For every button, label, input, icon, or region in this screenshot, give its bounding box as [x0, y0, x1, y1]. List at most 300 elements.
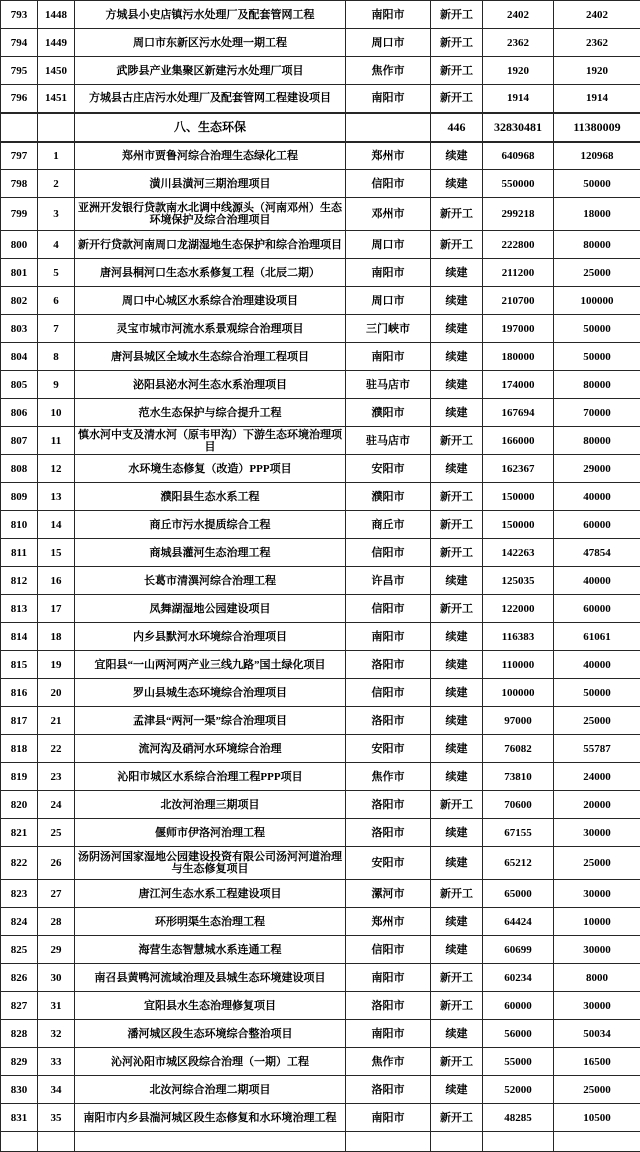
total-investment-cell: 56000	[483, 1020, 554, 1048]
city-cell: 邓州市	[346, 198, 431, 231]
status-cell: 续建	[431, 623, 483, 651]
table-row	[1, 847, 640, 880]
city-cell: 南阳市	[346, 1, 431, 29]
row-number-cell	[1, 113, 38, 142]
seq-number-cell: 10	[38, 399, 75, 427]
seq-number-cell: 13	[38, 483, 75, 511]
table-row	[1, 343, 640, 371]
status-cell: 续建	[431, 315, 483, 343]
row-number-cell: 829	[1, 1048, 38, 1076]
city-cell: 南阳市	[346, 964, 431, 992]
status-cell: 新开工	[431, 85, 483, 113]
status-cell: 续建	[431, 1076, 483, 1104]
annual-investment-cell: 20000	[554, 791, 640, 819]
total-investment-cell: 97000	[483, 707, 554, 735]
annual-investment-cell: 29000	[554, 455, 640, 483]
total-investment-cell: 60699	[483, 936, 554, 964]
status-cell: 续建	[431, 371, 483, 399]
city-cell: 信阳市	[346, 679, 431, 707]
total-investment-cell: 60000	[483, 992, 554, 1020]
project-name-cell: 海营生态智慧城水系连通工程	[75, 936, 346, 964]
row-number-cell: 808	[1, 455, 38, 483]
status-cell: 新开工	[431, 539, 483, 567]
row-number-cell: 818	[1, 735, 38, 763]
total-investment-cell: 167694	[483, 399, 554, 427]
row-number-cell: 813	[1, 595, 38, 623]
city-cell: 南阳市	[346, 1020, 431, 1048]
row-number-cell: 800	[1, 231, 38, 259]
row-number-cell: 824	[1, 908, 38, 936]
row-number-cell: 814	[1, 623, 38, 651]
city-cell: 信阳市	[346, 170, 431, 198]
row-number-cell: 801	[1, 259, 38, 287]
seq-number-cell	[38, 113, 75, 142]
total-investment-cell: 64424	[483, 908, 554, 936]
table-row	[1, 1048, 640, 1076]
seq-number-cell: 23	[38, 763, 75, 791]
project-name-cell: 商城县灌河生态治理工程	[75, 539, 346, 567]
annual-investment-cell: 25000	[554, 707, 640, 735]
city-cell: 漯河市	[346, 880, 431, 908]
status-cell: 新开工	[431, 483, 483, 511]
row-number-cell: 798	[1, 170, 38, 198]
table-row	[1, 880, 640, 908]
seq-number-cell: 1449	[38, 29, 75, 57]
status-cell: 续建	[431, 707, 483, 735]
status-cell: 新开工	[431, 511, 483, 539]
row-number-cell	[1, 1132, 38, 1152]
row-number-cell: 821	[1, 819, 38, 847]
table-row	[1, 819, 640, 847]
row-number-cell: 810	[1, 511, 38, 539]
city-cell: 安阳市	[346, 455, 431, 483]
annual-investment-cell: 18000	[554, 198, 640, 231]
status-cell	[431, 1132, 483, 1152]
total-investment-cell: 70600	[483, 791, 554, 819]
seq-number-cell: 9	[38, 371, 75, 399]
total-investment-cell: 162367	[483, 455, 554, 483]
project-name-cell: 北汝河治理三期项目	[75, 791, 346, 819]
project-name-cell: 泌阳县泌水河生态水系治理项目	[75, 371, 346, 399]
status-cell: 新开工	[431, 964, 483, 992]
city-cell: 洛阳市	[346, 1076, 431, 1104]
seq-number-cell: 21	[38, 707, 75, 735]
city-cell: 许昌市	[346, 567, 431, 595]
annual-investment-cell: 40000	[554, 483, 640, 511]
seq-number-cell: 14	[38, 511, 75, 539]
annual-investment-cell: 25000	[554, 847, 640, 880]
project-name-cell: 罗山县城生态环境综合治理项目	[75, 679, 346, 707]
project-name-cell: 范水生态保护与综合提升工程	[75, 399, 346, 427]
table-row	[1, 85, 640, 113]
seq-number-cell: 32	[38, 1020, 75, 1048]
total-investment-cell: 211200	[483, 259, 554, 287]
total-investment-cell: 180000	[483, 343, 554, 371]
city-cell: 濮阳市	[346, 399, 431, 427]
annual-investment-cell: 50000	[554, 170, 640, 198]
project-name-cell: 环形明渠生态治理工程	[75, 908, 346, 936]
seq-number-cell: 1450	[38, 57, 75, 85]
status-cell: 续建	[431, 259, 483, 287]
seq-number-cell: 2	[38, 170, 75, 198]
project-name-cell: 唐江河生态水系工程建设项目	[75, 880, 346, 908]
total-investment-cell: 142263	[483, 539, 554, 567]
status-cell: 续建	[431, 936, 483, 964]
status-cell: 续建	[431, 1020, 483, 1048]
project-name-cell: 宜阳县水生态治理修复项目	[75, 992, 346, 1020]
total-investment-cell: 150000	[483, 483, 554, 511]
row-number-cell: 795	[1, 57, 38, 85]
status-cell: 新开工	[431, 231, 483, 259]
project-name-cell: 亚洲开发银行贷款南水北调中线源头（河南邓州）生态环境保护及综合治理项目	[75, 198, 346, 231]
project-name-cell: 凤舞湖湿地公园建设项目	[75, 595, 346, 623]
annual-investment-cell: 100000	[554, 287, 640, 315]
annual-investment-cell: 8000	[554, 964, 640, 992]
city-cell: 信阳市	[346, 539, 431, 567]
annual-investment-cell: 80000	[554, 427, 640, 455]
annual-investment-cell: 55787	[554, 735, 640, 763]
annual-investment-cell: 40000	[554, 567, 640, 595]
status-cell: 新开工	[431, 1104, 483, 1132]
total-investment-cell: 2402	[483, 1, 554, 29]
row-number-cell: 830	[1, 1076, 38, 1104]
annual-investment-cell: 24000	[554, 763, 640, 791]
seq-number-cell	[38, 1132, 75, 1152]
seq-number-cell: 8	[38, 343, 75, 371]
table-row	[1, 908, 640, 936]
status-cell: 新开工	[431, 1048, 483, 1076]
row-number-cell: 828	[1, 1020, 38, 1048]
annual-investment-cell: 25000	[554, 1076, 640, 1104]
table-row	[1, 198, 640, 231]
seq-number-cell: 19	[38, 651, 75, 679]
annual-investment-cell: 50034	[554, 1020, 640, 1048]
annual-investment-cell: 25000	[554, 259, 640, 287]
table-row	[1, 1020, 640, 1048]
annual-investment-cell: 40000	[554, 651, 640, 679]
annual-investment-cell: 1920	[554, 57, 640, 85]
project-name-cell: 水环境生态修复（改造）PPP项目	[75, 455, 346, 483]
total-investment-cell: 640968	[483, 142, 554, 170]
city-cell: 周口市	[346, 231, 431, 259]
annual-investment-cell: 50000	[554, 343, 640, 371]
seq-number-cell: 4	[38, 231, 75, 259]
status-cell: 续建	[431, 819, 483, 847]
project-name-cell: 沁河沁阳市城区段综合治理（一期）工程	[75, 1048, 346, 1076]
table-row	[1, 763, 640, 791]
city-cell: 周口市	[346, 287, 431, 315]
row-number-cell: 815	[1, 651, 38, 679]
project-name-cell: 孟津县“两河一渠”综合治理项目	[75, 707, 346, 735]
seq-number-cell: 34	[38, 1076, 75, 1104]
project-name-cell: 汤阴汤河国家湿地公园建设投资有限公司汤河河道治理与生态修复项目	[75, 847, 346, 880]
city-cell: 南阳市	[346, 1104, 431, 1132]
table-row	[1, 170, 640, 198]
status-cell: 新开工	[431, 29, 483, 57]
total-investment-cell: 222800	[483, 231, 554, 259]
table-row	[1, 707, 640, 735]
annual-investment-cell: 60000	[554, 511, 640, 539]
status-cell: 续建	[431, 763, 483, 791]
city-cell: 郑州市	[346, 908, 431, 936]
seq-number-cell: 30	[38, 964, 75, 992]
row-number-cell: 822	[1, 847, 38, 880]
seq-number-cell: 27	[38, 880, 75, 908]
seq-number-cell: 11	[38, 427, 75, 455]
city-cell: 南阳市	[346, 85, 431, 113]
seq-number-cell: 15	[38, 539, 75, 567]
total-investment-cell: 122000	[483, 595, 554, 623]
table-row	[1, 595, 640, 623]
seq-number-cell: 29	[38, 936, 75, 964]
row-number-cell: 802	[1, 287, 38, 315]
city-cell: 三门峡市	[346, 315, 431, 343]
row-number-cell: 817	[1, 707, 38, 735]
total-investment-cell: 125035	[483, 567, 554, 595]
status-cell: 续建	[431, 847, 483, 880]
table-row	[1, 992, 640, 1020]
row-number-cell: 809	[1, 483, 38, 511]
annual-investment-cell: 16500	[554, 1048, 640, 1076]
status-cell: 新开工	[431, 198, 483, 231]
project-name-cell: 商丘市污水提质综合工程	[75, 511, 346, 539]
seq-number-cell: 18	[38, 623, 75, 651]
city-cell: 洛阳市	[346, 791, 431, 819]
seq-number-cell: 12	[38, 455, 75, 483]
total-investment-cell: 110000	[483, 651, 554, 679]
annual-investment-cell	[554, 1132, 640, 1152]
table-row	[1, 539, 640, 567]
status-cell: 续建	[431, 170, 483, 198]
total-investment-cell: 1914	[483, 85, 554, 113]
project-name-cell: 方城县古庄店污水处理厂及配套管网工程建设项目	[75, 85, 346, 113]
project-name-cell: 唐河县桐河口生态水系修复工程（北辰二期）	[75, 259, 346, 287]
row-number-cell: 793	[1, 1, 38, 29]
row-number-cell: 796	[1, 85, 38, 113]
city-cell	[346, 113, 431, 142]
section-title-cell: 八、生态环保	[75, 113, 346, 142]
total-investment-cell: 174000	[483, 371, 554, 399]
status-cell: 续建	[431, 287, 483, 315]
table-row	[1, 29, 640, 57]
table-row	[1, 287, 640, 315]
city-cell: 商丘市	[346, 511, 431, 539]
city-cell: 焦作市	[346, 57, 431, 85]
total-investment-cell: 65212	[483, 847, 554, 880]
seq-number-cell: 1	[38, 142, 75, 170]
table-row	[1, 791, 640, 819]
annual-investment-cell: 60000	[554, 595, 640, 623]
total-investment-cell: 76082	[483, 735, 554, 763]
projects-table-body	[1, 1, 640, 1152]
city-cell: 南阳市	[346, 259, 431, 287]
city-cell: 驻马店市	[346, 371, 431, 399]
total-investment-cell: 60234	[483, 964, 554, 992]
seq-number-cell: 26	[38, 847, 75, 880]
seq-number-cell: 25	[38, 819, 75, 847]
seq-number-cell: 17	[38, 595, 75, 623]
project-name-cell: 南召县黄鸭河流域治理及县城生态环境建设项目	[75, 964, 346, 992]
project-name-cell: 唐河县城区全域水生态综合治理工程项目	[75, 343, 346, 371]
annual-investment-cell: 11380009	[554, 113, 640, 142]
table-row	[1, 483, 640, 511]
status-cell: 新开工	[431, 57, 483, 85]
status-cell: 续建	[431, 679, 483, 707]
status-cell: 新开工	[431, 880, 483, 908]
total-investment-cell: 32830481	[483, 113, 554, 142]
table-row	[1, 623, 640, 651]
row-number-cell: 805	[1, 371, 38, 399]
table-row	[1, 567, 640, 595]
seq-number-cell: 1451	[38, 85, 75, 113]
city-cell: 信阳市	[346, 936, 431, 964]
project-name-cell: 郑州市贾鲁河综合治理生态绿化工程	[75, 142, 346, 170]
status-cell: 续建	[431, 399, 483, 427]
seq-number-cell: 33	[38, 1048, 75, 1076]
row-number-cell: 794	[1, 29, 38, 57]
project-name-cell: 沁阳市城区水系综合治理工程PPP项目	[75, 763, 346, 791]
seq-number-cell: 35	[38, 1104, 75, 1132]
table-row	[1, 735, 640, 763]
table-row	[1, 936, 640, 964]
row-number-cell: 820	[1, 791, 38, 819]
status-cell: 新开工	[431, 1, 483, 29]
project-name-cell: 南阳市内乡县湍河城区段生态修复和水环境治理工程	[75, 1104, 346, 1132]
city-cell: 安阳市	[346, 735, 431, 763]
seq-number-cell: 22	[38, 735, 75, 763]
table-row	[1, 1076, 640, 1104]
annual-investment-cell: 2362	[554, 29, 640, 57]
row-number-cell: 807	[1, 427, 38, 455]
status-cell: 续建	[431, 735, 483, 763]
city-cell: 安阳市	[346, 847, 431, 880]
total-investment-cell: 55000	[483, 1048, 554, 1076]
row-number-cell: 806	[1, 399, 38, 427]
row-number-cell: 825	[1, 936, 38, 964]
status-cell: 新开工	[431, 992, 483, 1020]
annual-investment-cell: 30000	[554, 880, 640, 908]
annual-investment-cell: 30000	[554, 819, 640, 847]
total-investment-cell: 52000	[483, 1076, 554, 1104]
project-name-cell: 新开行贷款河南周口龙湖湿地生态保护和综合治理项目	[75, 231, 346, 259]
project-name-cell: 北汝河综合治理二期项目	[75, 1076, 346, 1104]
city-cell: 驻马店市	[346, 427, 431, 455]
city-cell	[346, 1132, 431, 1152]
table-row	[1, 964, 640, 992]
row-number-cell: 799	[1, 198, 38, 231]
city-cell: 周口市	[346, 29, 431, 57]
annual-investment-cell: 10000	[554, 908, 640, 936]
annual-investment-cell: 50000	[554, 679, 640, 707]
seq-number-cell: 20	[38, 679, 75, 707]
table-row	[1, 231, 640, 259]
seq-number-cell: 24	[38, 791, 75, 819]
row-number-cell: 812	[1, 567, 38, 595]
annual-investment-cell: 2402	[554, 1, 640, 29]
total-investment-cell: 48285	[483, 1104, 554, 1132]
status-cell: 续建	[431, 651, 483, 679]
row-number-cell: 827	[1, 992, 38, 1020]
total-investment-cell: 550000	[483, 170, 554, 198]
city-cell: 焦作市	[346, 1048, 431, 1076]
row-number-cell: 797	[1, 142, 38, 170]
project-name-cell: 周口市东新区污水处理一期工程	[75, 29, 346, 57]
city-cell: 洛阳市	[346, 819, 431, 847]
table-row	[1, 427, 640, 455]
table-row	[1, 259, 640, 287]
city-cell: 洛阳市	[346, 651, 431, 679]
city-cell: 濮阳市	[346, 483, 431, 511]
city-cell: 洛阳市	[346, 707, 431, 735]
table-row	[1, 679, 640, 707]
annual-investment-cell: 47854	[554, 539, 640, 567]
row-number-cell: 826	[1, 964, 38, 992]
total-investment-cell: 299218	[483, 198, 554, 231]
status-cell: 续建	[431, 567, 483, 595]
table-row	[1, 142, 640, 170]
total-investment-cell: 166000	[483, 427, 554, 455]
project-name-cell: 偃师市伊洛河治理工程	[75, 819, 346, 847]
annual-investment-cell: 1914	[554, 85, 640, 113]
project-name-cell: 灵宝市城市河流水系景观综合治理项目	[75, 315, 346, 343]
total-investment-cell: 67155	[483, 819, 554, 847]
project-name-cell: 潘河城区段生态环境综合整治项目	[75, 1020, 346, 1048]
annual-investment-cell: 61061	[554, 623, 640, 651]
annual-investment-cell: 80000	[554, 371, 640, 399]
table-row	[1, 57, 640, 85]
annual-investment-cell: 30000	[554, 936, 640, 964]
status-cell: 新开工	[431, 791, 483, 819]
row-number-cell: 811	[1, 539, 38, 567]
total-investment-cell: 116383	[483, 623, 554, 651]
status-cell: 446	[431, 113, 483, 142]
project-name-cell: 濮阳县生态水系工程	[75, 483, 346, 511]
project-name-cell: 周口中心城区水系综合治理建设项目	[75, 287, 346, 315]
project-name-cell: 宜阳县“一山两河两产业三线九路”国土绿化项目	[75, 651, 346, 679]
total-investment-cell: 197000	[483, 315, 554, 343]
total-investment-cell: 2362	[483, 29, 554, 57]
row-number-cell: 804	[1, 343, 38, 371]
project-name-cell: 武陟县产业集聚区新建污水处理厂项目	[75, 57, 346, 85]
status-cell: 续建	[431, 908, 483, 936]
table-row	[1, 371, 640, 399]
total-investment-cell: 210700	[483, 287, 554, 315]
city-cell: 焦作市	[346, 763, 431, 791]
table-row	[1, 455, 640, 483]
status-cell: 续建	[431, 343, 483, 371]
project-name-cell: 方城县小史店镇污水处理厂及配套管网工程	[75, 1, 346, 29]
project-name-cell: 流河沟及硝河水环境综合治理	[75, 735, 346, 763]
table-row	[1, 1, 640, 29]
status-cell: 续建	[431, 455, 483, 483]
total-investment-cell: 65000	[483, 880, 554, 908]
annual-investment-cell: 10500	[554, 1104, 640, 1132]
city-cell: 郑州市	[346, 142, 431, 170]
seq-number-cell: 3	[38, 198, 75, 231]
table-row	[1, 399, 640, 427]
total-investment-cell: 73810	[483, 763, 554, 791]
total-investment-cell	[483, 1132, 554, 1152]
status-cell: 续建	[431, 142, 483, 170]
annual-investment-cell: 70000	[554, 399, 640, 427]
status-cell: 新开工	[431, 595, 483, 623]
total-investment-cell: 1920	[483, 57, 554, 85]
table-row	[1, 1104, 640, 1132]
annual-investment-cell: 30000	[554, 992, 640, 1020]
row-number-cell: 823	[1, 880, 38, 908]
table-row	[1, 511, 640, 539]
project-name-cell: 长葛市清潩河综合治理工程	[75, 567, 346, 595]
